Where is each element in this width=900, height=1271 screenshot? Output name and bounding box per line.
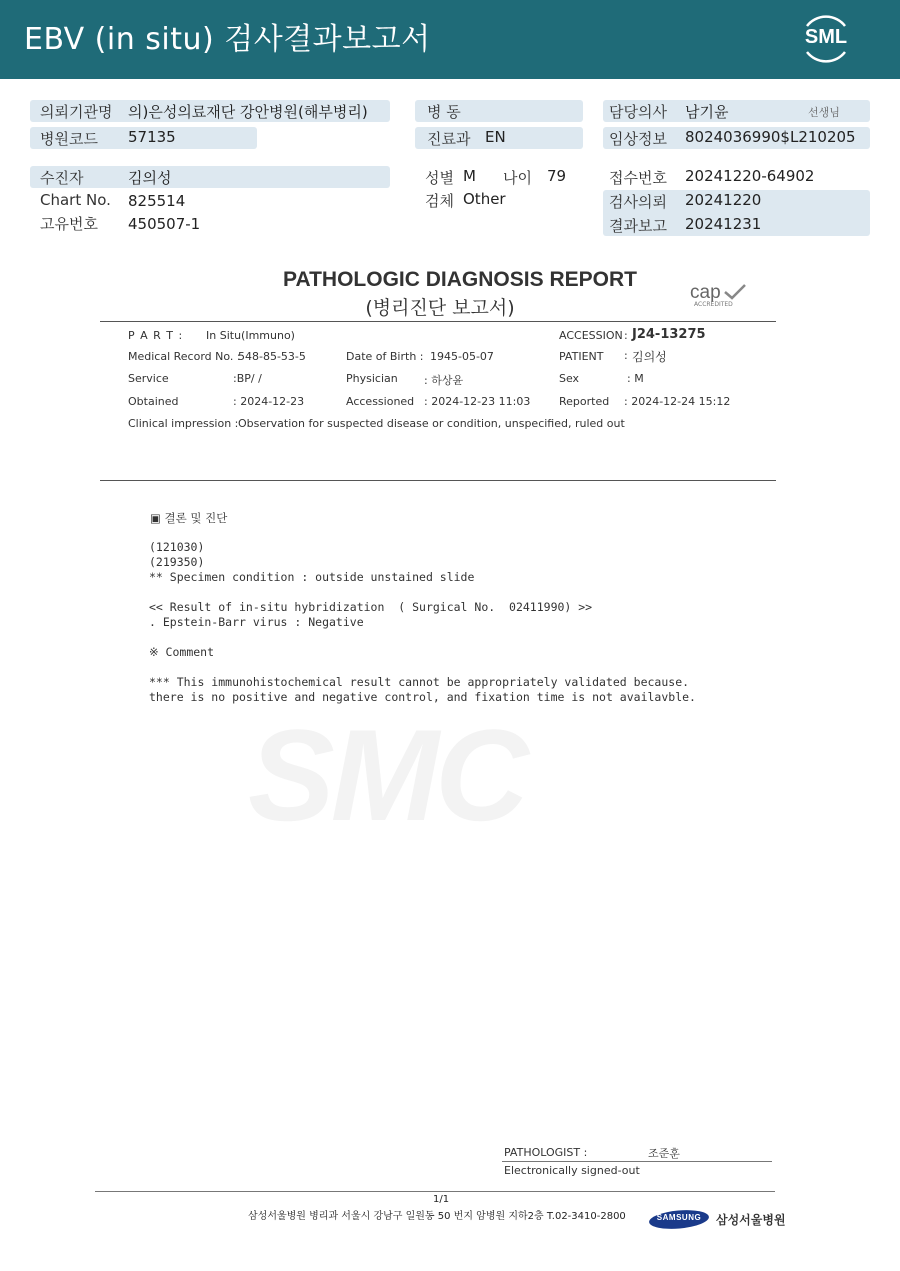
physician-value: : 하상윤	[424, 374, 464, 387]
sex-value: M	[463, 167, 476, 185]
pathologist-name: 조준훈	[648, 1147, 680, 1160]
diagnosis-line: << Result of in-situ hybridization ( Surgical No. 02411990) >>	[149, 600, 593, 614]
sex-label: 성별	[425, 169, 454, 187]
service-label: Service	[128, 372, 169, 385]
dob-value: 1945-05-07	[430, 350, 494, 363]
diagnosis-line: there is no positive and negative control, and fixation time is not availavble.	[149, 690, 696, 704]
hospital-value: 의)은성의료재단 강안병원(해부병리)	[128, 103, 368, 121]
diagnosis-line	[149, 630, 696, 645]
mrn-label: Medical Record No. :	[128, 350, 241, 363]
hospital-label: 의뢰기관명	[40, 103, 113, 121]
ward-label: 병 동	[427, 103, 461, 121]
diagnosis-line: (219350)	[149, 555, 205, 569]
logo-text: SML	[804, 26, 848, 48]
pathologist-label: PATHOLOGIST :	[504, 1146, 588, 1159]
diagnosis-text	[149, 540, 696, 705]
cap-logo	[688, 282, 752, 312]
footer-address: 삼성서울병원 병리과 서울시 강남구 일원동 50 번지 암병원 지하2층 T.02-3410-2800	[248, 1211, 626, 1222]
samsung-text: SAMSUNG	[656, 1213, 702, 1222]
doctor-label: 담당의사	[609, 103, 667, 121]
clinical-label: 임상정보	[609, 130, 667, 148]
code-label: 병원코드	[40, 130, 98, 148]
diagnosis-line: *** This immunohistochemical result cannot be appropriately validated because.	[149, 675, 690, 689]
part-label: P A R T :	[128, 329, 184, 342]
cap-text: cap	[690, 282, 721, 303]
chart-value: 825514	[128, 192, 186, 210]
service-value: :BP/ /	[233, 372, 262, 385]
reported-label: Reported	[559, 395, 610, 408]
sex-value-report: : M	[627, 372, 644, 385]
request-label: 검사의뢰	[609, 193, 667, 211]
clinical-impression-label: Clinical impression :	[128, 417, 239, 430]
report-divider-top	[100, 321, 776, 322]
sex-label-report: Sex	[559, 372, 580, 385]
code-value: 57135	[128, 128, 176, 146]
sml-logo	[797, 12, 855, 64]
diagnosis-line	[149, 660, 696, 675]
diagnosis-line: (121030)	[149, 540, 205, 554]
patient-label-report: PATIENT	[559, 350, 604, 363]
checkmark-icon	[722, 282, 748, 302]
footer-divider	[95, 1191, 775, 1192]
patient-label: 수진자	[40, 169, 84, 187]
physician-label: Physician	[346, 372, 398, 385]
page-number: 1/1	[433, 1194, 450, 1205]
result-value: 20241231	[685, 215, 762, 233]
accessioned-label: Accessioned	[346, 395, 415, 408]
patient-value: 김의성	[128, 169, 172, 187]
reported-value: : 2024-12-24 15:12	[624, 395, 731, 408]
specimen-value: Other	[463, 190, 506, 208]
page-title: EBV (in situ) 검사결과보고서	[24, 22, 431, 57]
age-value: 79	[547, 167, 567, 185]
dept-label: 진료과	[427, 130, 471, 148]
clinical-impression-value: Observation for suspected disease or condition, unspecified, ruled out	[238, 417, 625, 430]
report-title: PATHOLOGIC DIAGNOSIS REPORT	[283, 268, 637, 291]
cap-accredited: ACCREDITED	[694, 301, 733, 308]
diagnosis-line: ※ Comment	[149, 645, 215, 659]
uid-value: 450507-1	[128, 215, 201, 233]
report-divider-mid	[100, 480, 776, 481]
uid-label: 고유번호	[40, 215, 98, 233]
receipt-value: 20241220-64902	[685, 167, 815, 185]
dob-label: Date of Birth :	[346, 350, 424, 363]
receipt-label: 접수번호	[609, 169, 667, 187]
obtained-value: : 2024-12-23	[233, 395, 305, 408]
signed-out-text: Electronically signed-out	[504, 1164, 640, 1177]
dept-value: EN	[485, 128, 506, 146]
accession-value: J24-13275	[632, 327, 706, 342]
age-label: 나이	[503, 169, 532, 187]
mrn-value: 548-85-53-5	[238, 350, 306, 363]
specimen-label: 검체	[425, 192, 454, 210]
samsung-logo	[648, 1210, 710, 1229]
diagnosis-line: . Epstein-Barr virus : Negative	[149, 615, 364, 629]
section-title: ▣ 결론 및 진단	[150, 511, 228, 525]
report-subtitle: (병리진단 보고서)	[365, 297, 515, 319]
diagnosis-line: ** Specimen condition : outside unstained slide	[149, 570, 475, 584]
signature-line	[502, 1161, 772, 1162]
result-label: 결과보고	[609, 217, 667, 235]
patient-value-report: 김의성	[632, 350, 667, 364]
clinical-value: 8024036990$L210205	[685, 128, 856, 146]
request-value: 20241220	[685, 191, 762, 209]
part-value: In Situ(Immuno)	[206, 329, 295, 342]
hospital-name-footer: 삼성서울병원	[716, 1213, 786, 1227]
obtained-label: Obtained	[128, 395, 179, 408]
patient-box	[30, 166, 390, 188]
doctor-value: 남기윤	[685, 103, 729, 121]
chart-label: Chart No.	[40, 191, 111, 209]
doctor-suffix: 선생님	[808, 106, 840, 119]
smc-watermark: SMC	[248, 702, 525, 848]
header-bar	[0, 0, 900, 79]
accession-label: ACCESSION	[559, 329, 623, 342]
diagnosis-line	[149, 585, 696, 600]
accessioned-value: : 2024-12-23 11:03	[424, 395, 531, 408]
